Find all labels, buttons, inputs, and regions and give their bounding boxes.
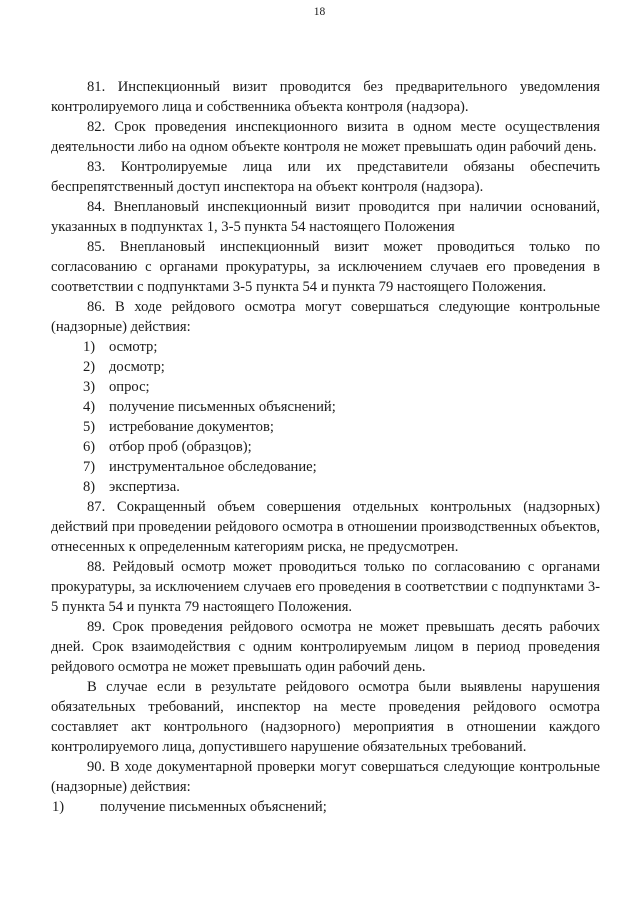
list-item (51, 397, 600, 417)
list-item (51, 417, 600, 437)
list-item-text: экспертиза. (109, 479, 180, 495)
list-item-number: 5) (83, 419, 96, 435)
paragraph-89-violations: В случае если в результате рейдового осмотра были выявлены нарушения обязательных требований, инспектор на месте проведения рейдового осмотра составляет акт контрольного (надзорного) мероприятия в отношении каждого контролируемого лица, допустившего нарушение обязательных требований. (51, 679, 600, 755)
paragraph-87: 87. Сокращенный объем совершения отдельных контрольных (надзорных) действий при проведении рейдового осмотра в отношении производственных объектов, отнесенных к определенным категориям риска, не предусмотрен. (51, 499, 600, 555)
list-item (51, 377, 600, 397)
list-item-number: 3) (83, 379, 96, 395)
list-item-number: 7) (83, 459, 96, 475)
list-item-text: отбор проб (образцов); (109, 439, 252, 455)
list-item-text: истребование документов; (109, 419, 274, 435)
document-body (51, 77, 600, 817)
page-number: 18 (313, 6, 326, 18)
list-item (51, 337, 600, 357)
list-item-number: 6) (83, 439, 96, 455)
paragraph-90: 90. В ходе документарной проверки могут совершаться следующие контрольные (надзорные) действия: (51, 759, 600, 795)
paragraph-89: 89. Срок проведения рейдового осмотра не может превышать десять рабочих дней. Срок взаимодействия с одним контролируемым лицом в период проведения рейдового осмотра не может превышать один рабочий день. (51, 619, 600, 675)
paragraph-86: 86. В ходе рейдового осмотра могут совершаться следующие контрольные (надзорные) действия: (51, 299, 600, 335)
list-86 (51, 337, 600, 497)
list-item-number: 1) (83, 339, 96, 355)
list-item-text: опрос; (109, 379, 150, 395)
list-item-number: 8) (83, 479, 96, 495)
list-item-number: 2) (83, 359, 96, 375)
list-item-number: 4) (83, 399, 96, 415)
list-item (51, 457, 600, 477)
list-item-number: 1) (52, 799, 65, 815)
paragraph-83: 83. Контролируемые лица или их представители обязаны обеспечить беспрепятственный доступ инспектора на объект контроля (надзора). (51, 159, 600, 195)
paragraph-88: 88. Рейдовый осмотр может проводиться только по согласованию с органами прокуратуры, за исключением случаев его проведения в соответствии с подпунктами 3-5 пункта 54 и пункта 79 настоящего Положения. (51, 559, 600, 615)
paragraph-84: 84. Внеплановый инспекционный визит проводится при наличии оснований, указанных в подпунктах 1, 3-5 пункта 54 настоящего Положения (51, 199, 600, 235)
list-item (51, 437, 600, 457)
list-item-text: досмотр; (109, 359, 165, 375)
list-item-text: осмотр; (109, 339, 158, 355)
list-90 (51, 797, 600, 817)
list-item-text: получение письменных объяснений; (100, 799, 327, 815)
paragraph-81: 81. Инспекционный визит проводится без предварительного уведомления контролируемого лица и собственника объекта контроля (надзора). (51, 79, 600, 115)
list-item (51, 357, 600, 377)
list-item (51, 477, 600, 497)
list-item (51, 797, 600, 817)
paragraph-82: 82. Срок проведения инспекционного визита в одном месте осуществления деятельности либо на одном объекте контроля не может превышать один рабочий день. (51, 119, 600, 155)
list-item-text: получение письменных объяснений; (109, 399, 336, 415)
list-item-text: инструментальное обследование; (109, 459, 317, 475)
paragraph-85: 85. Внеплановый инспекционный визит может проводиться только по согласованию с органами прокуратуры, за исключением случаев его проведения в соответствии с подпунктами 3-5 пункта 54 и пункта 79 настоящего Положения. (51, 239, 600, 295)
